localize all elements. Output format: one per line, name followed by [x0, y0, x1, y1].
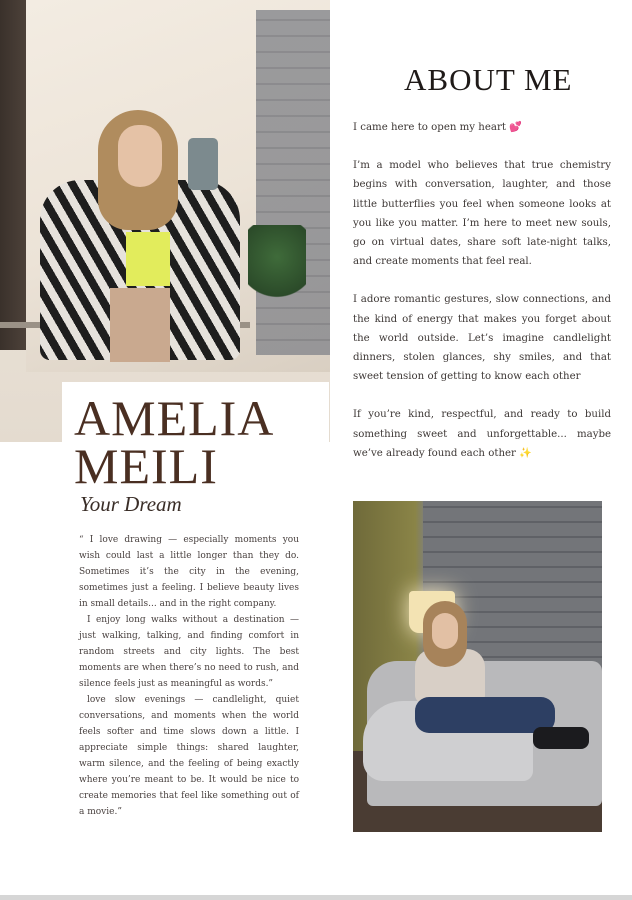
sofa-photo	[353, 501, 602, 832]
quote-paragraph: love slow evenings — candlelight, quiet conversations, and moments when the world feels softer and time slows down a little. I appreciate simple things: shared laughter, warm silence, and the feeling of being exactly where you’re meant to be. It would be nice to create memories that feel like something out of a movie.”	[79, 695, 299, 817]
about-paragraph: I adore romantic gestures, slow connections, and the kind of energy that makes you forget about the world outside. Let’s imagine candlelight dinners, stolen glances, shy smiles, and that sweet tension of getting to know each other	[353, 294, 611, 383]
plant-shape	[248, 225, 306, 305]
phone-shape	[188, 138, 218, 190]
jeans-shape	[415, 697, 555, 733]
last-name: MEILI	[74, 438, 218, 494]
first-name: AMELIA	[74, 390, 275, 446]
quote-paragraph: “ I love drawing — especially moments you wish could last a little longer than they do. Sometimes it’s the city in the evening, sometimes just a feeling. I believe beauty lives in small details... and in the right company.	[79, 535, 299, 609]
page-bottom-edge	[0, 895, 632, 900]
face-shape	[118, 125, 162, 187]
quote-block	[79, 532, 299, 820]
mirror-selfie-photo	[0, 0, 330, 446]
model-name	[74, 390, 275, 494]
pants-shape	[110, 288, 170, 362]
crop-top-shape	[126, 232, 170, 286]
boots-shape	[533, 727, 589, 749]
face-shape	[432, 613, 458, 649]
about-paragraph: I came here to open my heart 💕	[353, 122, 522, 133]
quote-paragraph: I enjoy long walks without a destination — just walking, talking, and finding comfort in random streets and city lights. The best moments are when there’s no need to rush, and silence feels just as meaningful as words.”	[79, 615, 299, 689]
tagline: Your Dream	[80, 492, 182, 516]
about-paragraph: If you’re kind, respectful, and ready to build something sweet and unforgettable... maybe we’ve already found each other ✨	[353, 409, 611, 459]
about-text	[353, 118, 611, 482]
about-paragraph: I’m a model who believes that true chemistry begins with conversation, laughter, and those little butterflies you feel when someone looks at you like you matter. I’m here to meet new souls, go on virtual dates, share soft late-night talks, and create moments that feel real.	[353, 160, 611, 268]
about-title: ABOUT ME	[404, 62, 573, 97]
